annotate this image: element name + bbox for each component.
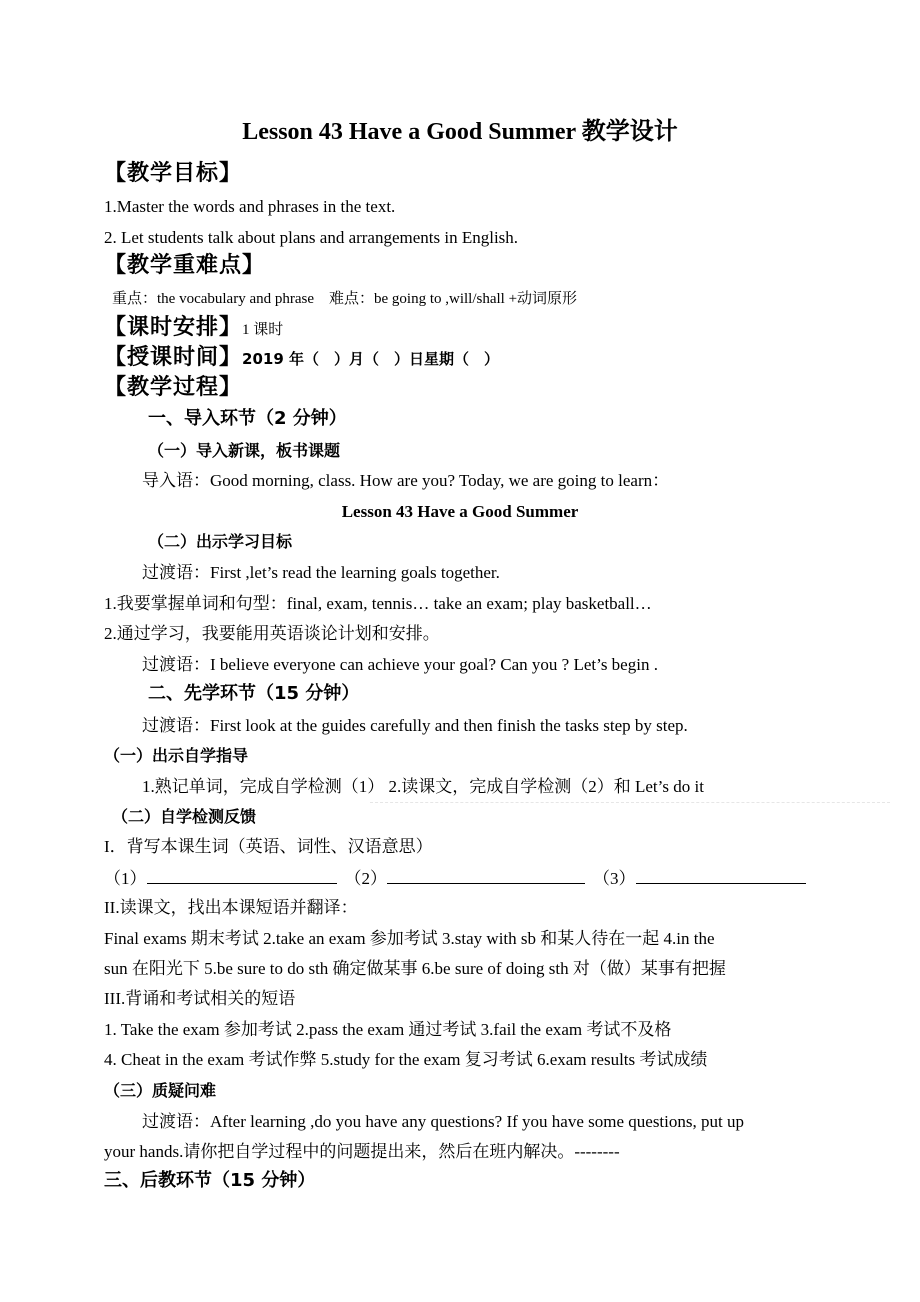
faint-divider [370, 802, 890, 803]
transition-3: 过渡语：First look at the guides carefully and then finish the tasks step by step. [142, 716, 688, 735]
goal-item-1: 1.Master the words and phrases in the text. [104, 197, 396, 216]
transition-2: 过渡语：I believe everyone can achieve your goal? Can you ? Let’s begin . [142, 655, 658, 674]
exam-phrase-line-1: 1. Take the exam 参加考试 2.pass the exam 通过考试 3.fail the exam 考试不及格 [104, 1020, 672, 1039]
learning-goal-2: 2.通过学习，我要能用英语谈论计划和安排。 [104, 624, 440, 643]
task-3: III.背诵和考试相关的短语 [104, 989, 296, 1008]
goal-item-2: 2. Let students talk about plans and arrangements in English. [104, 228, 519, 247]
self-study-guide: 1.熟记单词，完成自学检测（1） 2.读课文，完成自学检测（2）和 Let’s do it [142, 777, 704, 796]
learning-goal-1: 1.我要掌握单词和句型：final, exam, tennis… take an exam; play basketball… [104, 594, 652, 613]
step-2-heading: 二、先学环节（15 分钟） [148, 683, 360, 704]
time-value: 2019 年（ ）月（ ）日星期（ ） [242, 350, 499, 368]
step-2-sub-b: （二）自学检测反馈 [112, 807, 257, 826]
transition-4-line-2: your hands.请你把自学过程中的问题提出来，然后在班内解决。-------- [104, 1142, 620, 1161]
answer-blank-1[interactable] [147, 867, 337, 884]
hours-value: 1 课时 [242, 322, 284, 338]
exam-phrase-line-2: 4. Cheat in the exam 考试作弊 5.study for the exam 复习考试 6.exam results 考试成绩 [104, 1050, 708, 1069]
task-1: I．背写本课生词（英语、词性、汉语意思） [104, 837, 433, 856]
document-title: Lesson 43 Have a Good Summer 教学设计 [242, 119, 678, 145]
blank-label-3: （3） [593, 869, 636, 888]
section-heading-goals: 【教学目标】 [104, 161, 243, 186]
section-heading-hours: 【课时安排】 [104, 315, 243, 340]
step-2-sub-a: （一）出示自学指导 [104, 746, 249, 765]
answer-blank-2[interactable] [387, 867, 585, 884]
step-3-heading: 三、后教环节（15 分钟） [104, 1170, 316, 1191]
hours-row [104, 314, 283, 342]
section-heading-key-points: 【教学重难点】 [104, 253, 266, 278]
transition-1: 过渡语：First ,let’s read the learning goals together. [142, 563, 500, 582]
transition-4-line-1: 过渡语：After learning ,do you have any questions? If you have some questions, put up [142, 1112, 744, 1131]
blank-row [104, 867, 806, 890]
lesson-subtitle: Lesson 43 Have a Good Summer [341, 502, 579, 521]
blank-label-2: （2） [344, 869, 387, 888]
task-2: II.读课文，找出本课短语并翻译： [104, 898, 358, 917]
intro-text: 导入语：Good morning, class. How are you? Today, we are going to learn： [142, 471, 670, 490]
section-heading-time: 【授课时间】 [104, 345, 243, 370]
step-1-heading: 一、导入环节（2 分钟） [148, 408, 347, 429]
key-points-text: 重点：the vocabulary and phrase 难点：be going to ,will/shall +动词原形 [112, 291, 578, 307]
phrase-line-1: Final exams 期末考试 2.take an exam 参加考试 3.stay with sb 和某人待在一起 4.in the [104, 929, 715, 948]
step-1-sub-a: （一）导入新课，板书课题 [148, 441, 341, 460]
phrase-line-2: sun 在阳光下 5.be sure to do sth 确定做某事 6.be sure of doing sth 对（做）某事有把握 [104, 959, 726, 978]
answer-blank-3[interactable] [636, 867, 806, 884]
step-2-sub-c: （三）质疑问难 [104, 1081, 217, 1100]
blank-label-1: （1） [104, 869, 147, 888]
section-heading-process: 【教学过程】 [104, 375, 243, 400]
step-1-sub-b: （二）出示学习目标 [148, 532, 293, 551]
time-row [104, 344, 499, 372]
